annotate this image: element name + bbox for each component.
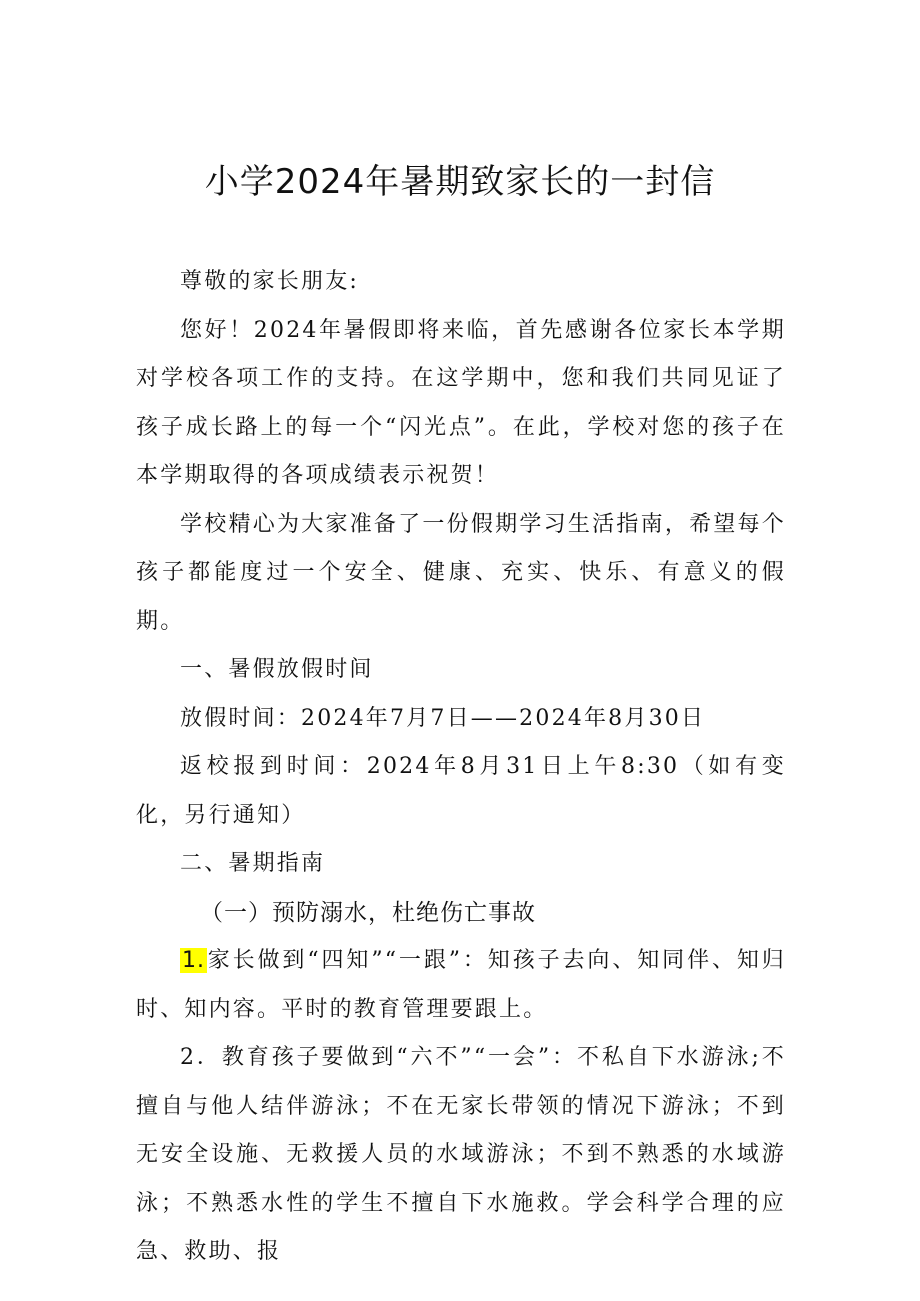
greeting: 尊敬的家长朋友:: [180, 269, 360, 294]
item-1-text: 家长做到“四知”“一跟”：知孩子去向、知同伴、知归时、知内容。平时的教育管理要跟上。: [136, 948, 786, 1022]
section1-heading: 一、暑假放假时间: [180, 657, 374, 682]
list-item-2: 2．教育孩子要做到“六不”“一会”：不私自下水游泳;不擅自与他人结伴游泳；不在无家长带领的情况下游泳；不到无安全设施、无救援人员的水域游泳；不到不熟悉的水域游泳；不熟悉水性的学生不擅自下水施救。学会科学合理的应急、救助、报: [136, 1045, 786, 1264]
return-time: 返校报到时间：2024年8月31日上午8:30（如有变化，另行通知）: [136, 754, 786, 828]
list-item-1: [136, 937, 786, 1034]
drowning-subheading: （一）预防溺水，杜绝伤亡事故: [200, 899, 536, 926]
vacation-time: 放假时间：2024年7月7日——2024年8月30日: [180, 705, 706, 731]
guide-paragraph: 学校精心为大家准备了一份假期学习生活指南，希望每个孩子都能度过一个安全、健康、充实、快乐、有意义的假期。: [136, 511, 786, 634]
intro-paragraph: 您好！2024年暑假即将来临，首先感谢各位家长本学期对学校各项工作的支持。在这学期中，您和我们共同见证了孩子成长路上的每一个“闪光点”。在此，学校对您的孩子在本学期取得的各项成绩表示祝贺！: [136, 317, 786, 488]
item-number-highlight: 1.: [182, 948, 205, 973]
document-title: 小学2024年暑期致家长的一封信: [204, 162, 716, 202]
section2-heading: 二、暑期指南: [180, 851, 326, 876]
letter-body: [136, 258, 786, 1277]
